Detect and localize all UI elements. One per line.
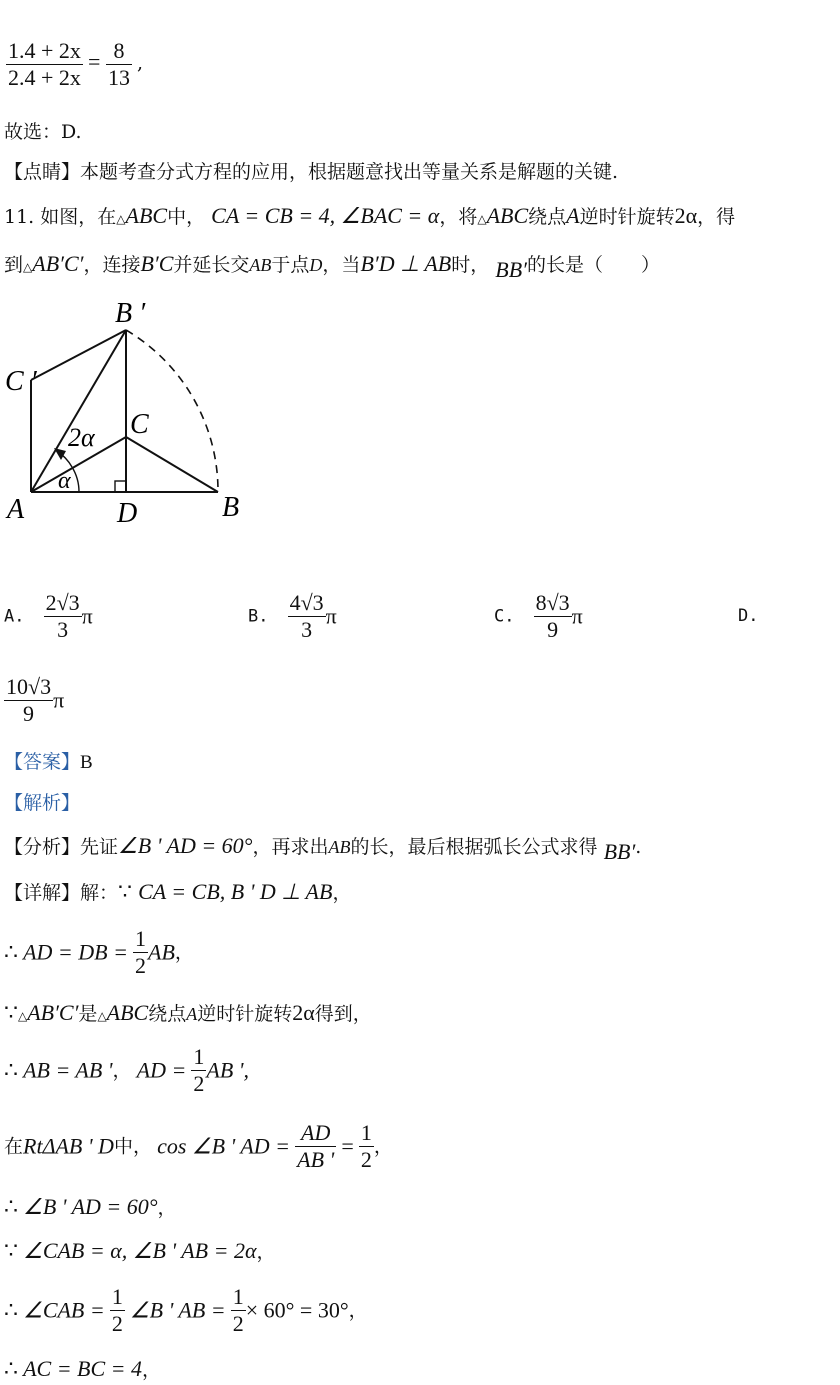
option-b[interactable]: B. $\frac{4√3}{3}$ π bbox=[248, 590, 337, 642]
analysis-heading: 【解析】 bbox=[4, 792, 81, 814]
option-d[interactable]: D. bbox=[738, 606, 759, 626]
step-8: ∴ AC = BC = 4， bbox=[4, 1356, 162, 1381]
question-line-1: 11. 如图，在△ABC中， CA = CB = 4, ∠BAC = α，将△ABC绕点A逆时针旋转2α，得 bbox=[4, 203, 736, 228]
frac-right: $\frac{8}{13}$ bbox=[107, 38, 130, 90]
option-a[interactable]: A. $\frac{2√3}{3}$ π bbox=[4, 590, 93, 642]
option-c[interactable]: C. $\frac{8√3}{9}$ π bbox=[494, 590, 583, 642]
answer-line: 【答案】B bbox=[4, 751, 93, 773]
prev-equation: $\frac{1.4 + 2x}{2.4 + 2x}$ = $\frac{8}{13}$ , bbox=[8, 38, 144, 90]
right-angle-mark bbox=[115, 481, 126, 492]
analysis-line: 【分析】先证∠B ' AD = 60°，再求出AB的长，最后根据弧长公式求得 BB′. bbox=[4, 833, 642, 864]
label-d: D bbox=[117, 498, 138, 529]
label-alpha: α bbox=[58, 468, 71, 494]
label-a: A bbox=[7, 494, 25, 525]
step-4: 在RtΔAB ' D中， cos ∠B ' AD = $\frac{AD}{AB '}$ = $\frac{1}{2}$ ， bbox=[4, 1120, 393, 1172]
step-2: ∵△AB′C′是△ABC绕点A逆时针旋转2α得到， bbox=[4, 1000, 372, 1025]
step-5: ∴ ∠B ' AD = 60°， bbox=[4, 1194, 177, 1219]
prev-conclusion: 故选：D. bbox=[4, 121, 82, 143]
prev-comment: 【点睛】本题考查分式方程的应用，根据题意找出等量关系是解题的关键. bbox=[4, 161, 619, 183]
label-c: C bbox=[130, 409, 149, 440]
rotation-arrowhead bbox=[54, 448, 66, 460]
arc-alpha bbox=[72, 467, 79, 492]
label-b: B bbox=[222, 492, 240, 523]
label-b-prime: B ′ bbox=[115, 298, 146, 329]
question-line-2: 到△AB′C′，连接B′C并延长交AB于点D，当B′D ⊥ AB时， BB′的长是（ ） bbox=[4, 251, 661, 282]
step-7: ∴ ∠CAB = $\frac{1}{2}$ ∠B ' AB = $\frac{1}{2}$ × 60° = 30°， bbox=[4, 1284, 368, 1336]
step-3: ∴ AB = AB '， AD = $\frac{1}{2}$ AB ', bbox=[4, 1044, 249, 1096]
step-1: ∴ AD = DB = $\frac{1}{2}$ AB， bbox=[4, 926, 194, 978]
option-d-value: $\frac{10√3}{9}$ π bbox=[6, 674, 65, 726]
step-6: ∵ ∠CAB = α, ∠B ' AB = 2α， bbox=[4, 1238, 276, 1263]
frac-left: $\frac{1.4 + 2x}{2.4 + 2x}$ bbox=[8, 38, 81, 90]
detail-line: 【详解】解：∵ CA = CB, B ' D ⊥ AB， bbox=[4, 879, 352, 904]
geometry-figure bbox=[0, 290, 300, 530]
label-2alpha: 2α bbox=[68, 423, 95, 452]
label-c-prime: C ′ bbox=[5, 366, 37, 397]
segment-cb bbox=[126, 437, 218, 492]
